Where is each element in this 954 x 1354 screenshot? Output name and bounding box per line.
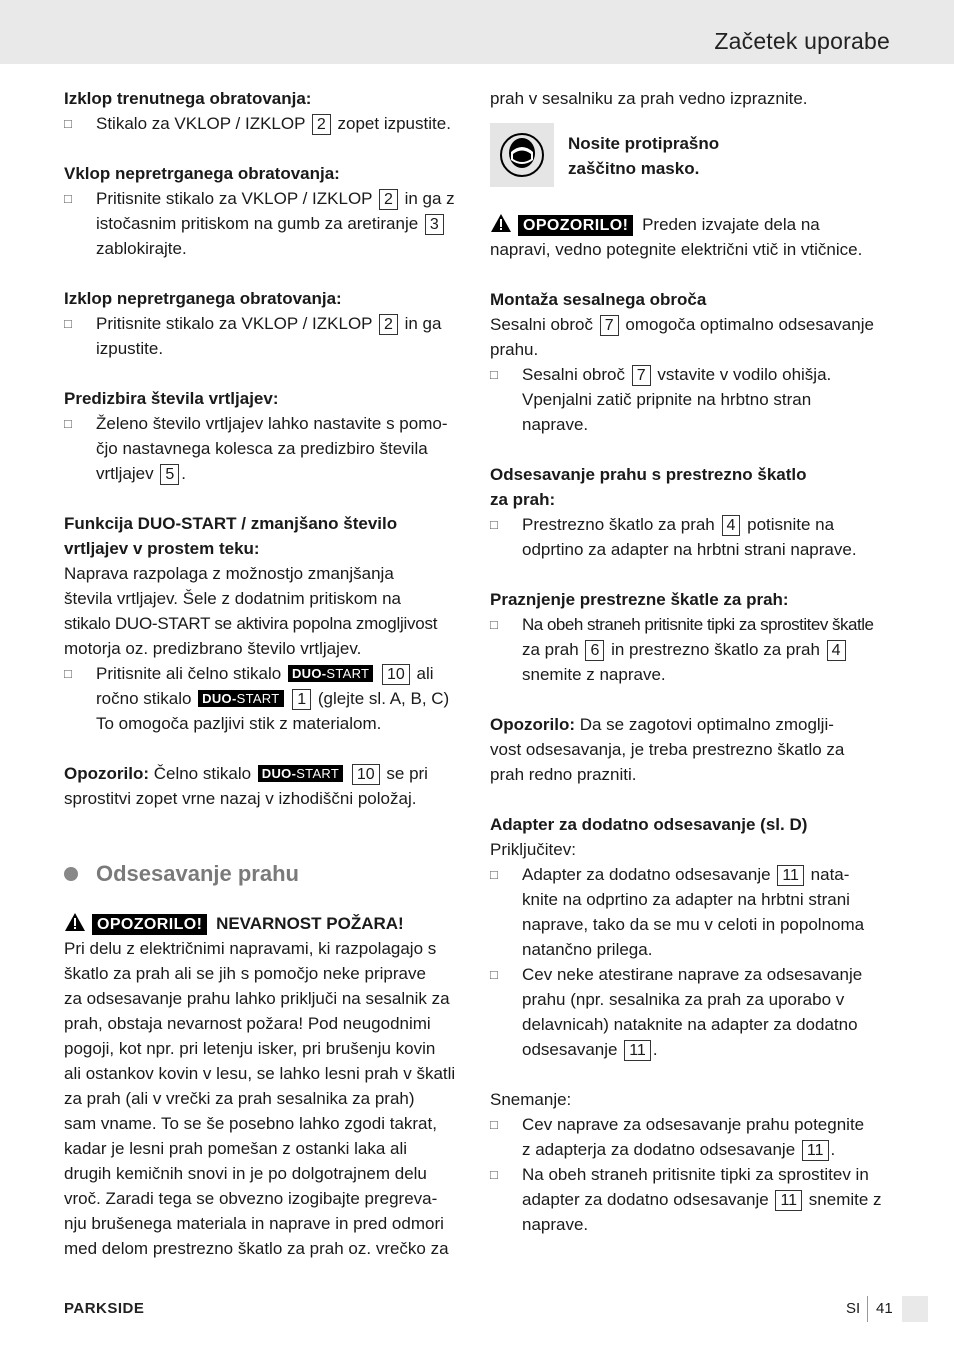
text: Funkcija DUO-START / zmanjšano število: [64, 514, 398, 533]
list-item: [64, 311, 464, 361]
text: istočasnim pritiskom na gumb za aretiranje: [96, 214, 419, 233]
footer-tab: [902, 1296, 928, 1322]
list-item: □ Cev neke atestirane naprave za odsesavanje prahu (npr. sesalnika za prah za uporabo v delavnicah) nataknite na adapter za dodatno odsesavanje 11 .: [490, 962, 892, 1062]
text: Pritisnite ali čelno stikalo: [96, 664, 282, 683]
warning-line: za odsesavanje prahu lahko priključi na sesalnik za: [64, 989, 450, 1008]
language-code: SI: [846, 1300, 861, 1317]
text: (glejte sl. A, B, C): [317, 689, 450, 708]
list-item: [64, 411, 464, 486]
text: napravi, vedno potegnite električni vtič in vtičnice.: [490, 240, 863, 259]
list-item: [64, 111, 464, 136]
list-item: □ Na obeh straneh pritisnite tipki za sprostitev in adapter za dodatno odsesavanje 11 snemite z naprave.: [490, 1162, 892, 1237]
page-number: 41: [876, 1300, 893, 1317]
ref-number: 11: [624, 1040, 651, 1061]
heading-momentary-off: Izklop trenutnega obratovanja:: [64, 89, 312, 108]
text: Preden izvajate dela na: [642, 215, 820, 234]
unplug-warning: [490, 212, 892, 262]
text: Čelno stikalo: [153, 764, 252, 783]
text: čjo nastavnega kolesca za predizbiro števila: [96, 439, 428, 458]
note-paragraph: Opozorilo: Da se zagotovi optimalno zmoglji- vost odsesavanja, je treba prestrezno škatlo za prah redno prazniti.: [490, 715, 845, 784]
text: motorja oz. predizbrano število vrtljajev.: [64, 639, 362, 658]
fire-warning-heading: [64, 911, 464, 936]
warning-line: škatlo za prah ali se jih s pomočjo neke priprave: [64, 964, 426, 983]
paragraph: Priključitev:: [490, 840, 576, 859]
warning-triangle-icon: [490, 213, 512, 233]
dust-mask-icon: [490, 123, 554, 187]
list-item: □ Prestrezno škatlo za prah 4 potisnite na odprtino za adapter na hrbtni strani naprave.: [490, 512, 892, 562]
heading-empty-box: Praznjenje prestrezne škatle za prah:: [490, 590, 789, 609]
ref-number: 4: [722, 515, 741, 536]
text: stikalo DUO-START se aktivira popolna zmogljivost: [64, 614, 438, 633]
warning-title: NEVARNOST POŽARA!: [216, 914, 404, 933]
paragraph: [64, 561, 464, 661]
duo-start-logo: DUO-START: [258, 765, 343, 782]
ref-number: 6: [585, 640, 604, 661]
ref-number: 11: [775, 1190, 802, 1211]
footer-divider: [867, 1296, 868, 1322]
heading-adapter: Adapter za dodatno odsesavanje (sl. D): [490, 815, 808, 834]
left-column: [64, 86, 464, 1261]
text: zopet izpustite.: [337, 114, 451, 133]
note-paragraph: [64, 761, 464, 811]
fire-warning-text: [64, 936, 464, 1261]
right-column: [490, 86, 892, 1237]
text: in ga: [404, 314, 442, 333]
text: števila vrtljajev. Šele z dodatnim pritiskom na: [64, 589, 401, 608]
ref-number: 4: [827, 640, 846, 661]
ref-number: 11: [777, 865, 804, 886]
warning-line: vroč. Zaradi tega se obvezno izogibajte pregreva-: [64, 1189, 438, 1208]
mask-text: Nosite protiprašno zaščitno masko.: [568, 134, 720, 178]
warning-line: Pri delu z električnimi napravami, ki razpolagajo s: [64, 939, 437, 958]
ref-number: 10: [382, 664, 410, 685]
text: .: [181, 464, 186, 483]
ref-number: 5: [160, 464, 179, 485]
warning-line: za prah (ali v vrečki za prah sesalnika za prah): [64, 1089, 415, 1108]
text: Pritisnite stikalo za VKLOP / IZKLOP: [96, 314, 373, 333]
text: se pri: [386, 764, 428, 783]
note-label: Opozorilo:: [490, 715, 575, 734]
mask-notice: [490, 123, 892, 187]
warning-badge: OPOZORILO!: [518, 215, 633, 236]
ref-number: 1: [292, 689, 311, 710]
warning-line: kadar je lesni prah pomešan z ostanki laka ali: [64, 1139, 408, 1158]
list-item: □ Adapter za dodatno odsesavanje 11 nata- knite na odprtino za adapter na hrbtni strani naprave, tako da se mu v celoti in popolnoma natančno prilega.: [490, 862, 892, 962]
duo-start-logo: DUO-START: [288, 665, 373, 682]
text: ročno stikalo: [96, 689, 192, 708]
text: To omogoča pazljivi stik z materialom.: [96, 714, 382, 733]
text: vrtljajev v prostem teku:: [64, 539, 260, 558]
text: zablokirajte.: [96, 239, 187, 258]
section-title: Odsesavanje prahu: [96, 861, 299, 886]
heading-continuous-on: Vklop nepretrganega obratovanja:: [64, 164, 340, 183]
warning-line: prah, obstaja nevarnost požara! Pod neugodnimi: [64, 1014, 431, 1033]
text: Pritisnite stikalo za VKLOP / IZKLOP: [96, 189, 373, 208]
ref-number: 2: [379, 189, 398, 210]
text: Stikalo za VKLOP / IZKLOP: [96, 114, 306, 133]
ref-number: 7: [632, 365, 651, 386]
ref-number: 7: [600, 315, 619, 336]
warning-line: drugih kemičnih snovi in je po dolgotrajnem delu: [64, 1164, 427, 1183]
heading-duo-start: [64, 511, 464, 561]
list-item: [64, 661, 464, 736]
section-heading: [64, 861, 464, 886]
text: sprostitvi zopet vrne nazaj v izhodiščni položaj.: [64, 789, 417, 808]
ref-number: 3: [425, 214, 444, 235]
brand-logo: PARKSIDE: [64, 1300, 145, 1317]
heading-dust-box: Odsesavanje prahu s prestrezno škatlo za prah:: [490, 465, 807, 509]
ref-number: 11: [802, 1140, 829, 1161]
heading-continuous-off: Izklop nepretrganega obratovanja:: [64, 289, 342, 308]
heading-speed-preselect: Predizbira števila vrtljajev:: [64, 389, 279, 408]
warning-line: sam vname. To se še posebno lahko zgodi takrat,: [64, 1114, 437, 1133]
warning-line: pogoji, kot npr. pri letenju isker, pri brušenju kovin: [64, 1039, 436, 1058]
note-label: Opozorilo:: [64, 764, 149, 783]
text: Naprava razpolaga z možnostjo zmanjšanja: [64, 564, 394, 583]
ref-number: 2: [379, 314, 398, 335]
duo-start-logo: DUO-START: [198, 690, 283, 707]
warning-badge: OPOZORILO!: [92, 914, 207, 935]
text: in ga z: [404, 189, 455, 208]
paragraph: Snemanje:: [490, 1090, 572, 1109]
text: vrtljajev: [96, 464, 154, 483]
text: izpustite.: [96, 339, 164, 358]
ref-number: 10: [352, 764, 380, 785]
ref-number: 2: [312, 114, 331, 135]
warning-line: ali ostankov kovin v lesu, se lahko lesni prah v škatli: [64, 1064, 456, 1083]
section-bullet-icon: [64, 867, 78, 881]
list-item: □ Na obeh straneh pritisnite tipki za sprostitev škatle za prah 6 in prestrezno škatlo za prah 4 snemite z naprave.: [490, 612, 892, 687]
text: Želeno število vrtljajev lahko nastavite s pomo-: [96, 414, 448, 433]
list-item: [64, 186, 464, 261]
warning-line: med delom prestrezno škatlo za prah oz. vrečko za: [64, 1239, 449, 1258]
paragraph: prah v sesalniku za prah vedno izpraznite.: [490, 89, 808, 108]
heading-mounting-ring: Montaža sesalnega obroča: [490, 290, 707, 309]
paragraph: Sesalni obroč 7 omogoča optimalno odsesavanje prahu.: [490, 315, 874, 359]
list-item: □ Cev naprave za odsesavanje prahu potegnite z adapterja za dodatno odsesavanje 11 .: [490, 1112, 892, 1162]
warning-triangle-icon: [64, 912, 86, 932]
list-item: □ Sesalni obroč 7 vstavite v vodilo ohišja. Vpenjalni zatič pripnite na hrbtno stran naprave.: [490, 362, 892, 437]
warning-line: nju brušenega materiala in naprave in pred odmori: [64, 1214, 444, 1233]
text: ali: [416, 664, 434, 683]
page-title: Začetek uporabe: [714, 28, 890, 54]
